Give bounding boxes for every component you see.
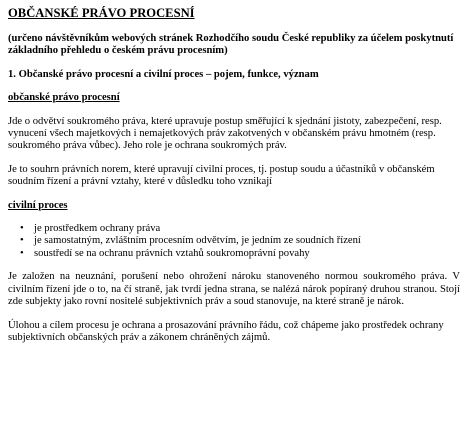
list-item-text: je samostatným, zvláštním procesním odvětvím, je jedním ze soudních řízení <box>34 235 361 247</box>
list-item <box>8 248 460 260</box>
bullet-icon: • <box>20 223 24 235</box>
subheading-obcanske-pravo-procesni: občanské právo procesní <box>8 92 120 104</box>
list-item <box>8 223 460 235</box>
paragraph-purpose: Úlohou a cílem procesu je ochrana a prosazování právního řádu, což chápeme jako prostředek ochrany subjektivních občanských práv a zákonem chráněných zájmů. <box>8 319 444 343</box>
bullet-icon: • <box>20 235 24 247</box>
bullet-list <box>8 223 460 260</box>
section-heading: 1. Občanské právo procesní a civilní proces – pojem, funkce, význam <box>8 68 319 80</box>
document-title: OBČANSKÉ PRÁVO PROCESNÍ <box>8 6 195 20</box>
subheading-civilni-proces: civilní proces <box>8 199 68 211</box>
list-item <box>8 235 460 247</box>
list-item-text: je prostředkem ochrany práva <box>34 223 161 235</box>
document <box>8 6 460 355</box>
document-subtitle: (určeno návštěvníkům webových stránek Rozhodčího soudu České republiky za účelem poskytnutí základního přehledu o českém právu procesním) <box>8 33 454 57</box>
paragraph-definition: Jde o odvětví soukromého práva, které upravuje postup směřující k sjednání jistoty, zabezpečení, resp. vynucení všech majetkových i nemajetkových práv zakotvených v občanském právu hmotném (resp. soukromého práva vůbec). Jeho role je ochrana soukromých práv. <box>8 115 442 152</box>
paragraph-basis: Je založen na neuznání, porušení nebo ohrožení nároku stanoveného normou soukromého práva. V civilním řízení jde o to, na čí straně, jak tvrdí jedna strana, se nalézá nárok popíraný druhou stranou. Stojí zde subjekty jako rovní nositelé subjektivních práv a soud stanovuje, na které straně je nárok. <box>8 271 460 308</box>
bullet-icon: • <box>20 247 24 259</box>
paragraph-norms: Je to souhrn právních norem, které upravují civilní proces, tj. postup soudu a účastníků v občanském soudním řízení a právní vztahy, které v důsledku toho vznikají <box>8 163 435 188</box>
list-item-text: soustředí se na ochranu právních vztahů soukromoprávní povahy <box>34 247 310 259</box>
